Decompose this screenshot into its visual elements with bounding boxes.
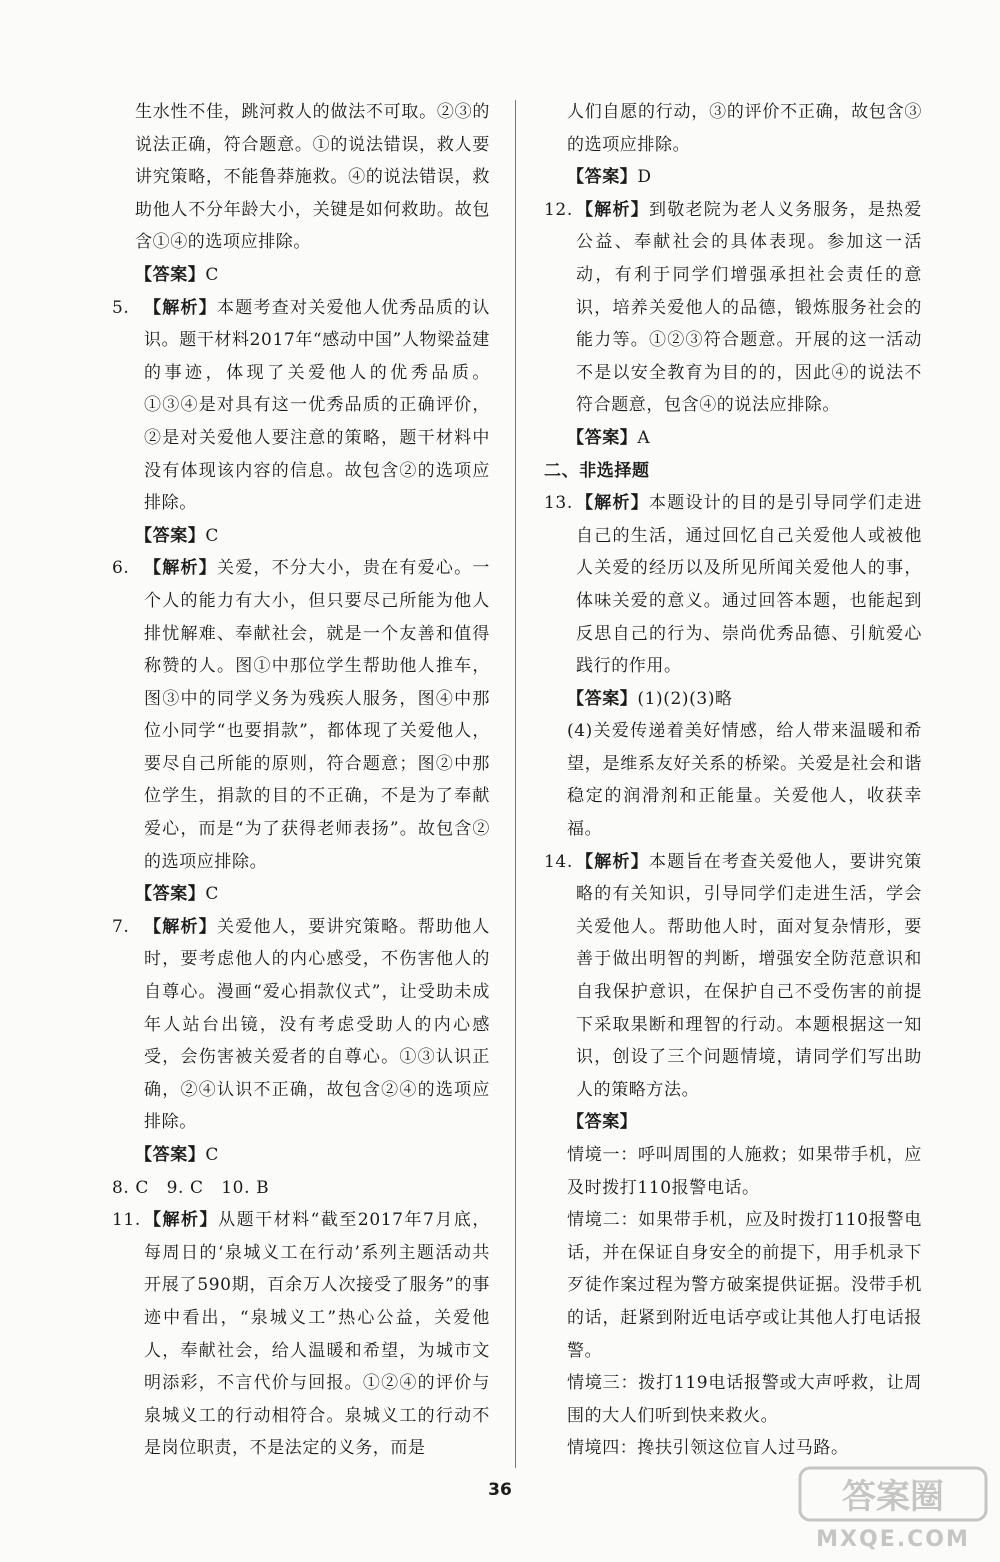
analysis-text: 本题设计的目的是引导同学们走进自己的生活，通过回忆自己关爱他人或被他人关爱的经历以及所见所闻关爱他人的事，体味关爱的意义。通过回答本题，也能起到反思自己的行为、崇尚优秀品德、引航爱心践行的作用。 [576,493,923,677]
question-6 [112,552,490,878]
question-14 [544,846,922,1107]
scenario-1: 情境一：呼叫周围的人施救；如果带手机，应及时拨打110报警电话。 [567,1145,922,1198]
analysis-label: 【解析】 [144,558,217,579]
answer-detail: (4)关爱传递着美好情感，给人带来温暖和希望，是维系友好关系的桥梁。关爱是社会和谐稳定的润滑剂和正能量。关爱他人，收获幸福。 [567,721,922,840]
answer-value: C [205,264,220,285]
column-divider [515,100,516,1468]
scenario-2: 情境二：如果带手机，应及时拨打110报警电话，并在保证自身安全的前提下，用手机录下歹徒作案过程为警方破案提供证据。没带手机的话，赶紧到附近电话亭或让其他人打电话报警。 [567,1210,922,1361]
answer-value: C [205,525,220,546]
section-heading: 二、非选择题 [544,460,650,481]
analysis-label: 【解析】 [144,297,217,318]
answer-label: 【答案】 [135,884,206,905]
analysis-label: 【解析】 [576,493,649,514]
question-number: 11. [112,1210,141,1231]
analysis-text: 关爱，不分大小，贵在有爱心。一个人的能力有大小，但只要尽己所能为他人排忧解难、奉献社会，就是一个友善和值得称赞的人。图①中那位学生帮助他人推车，图③中的同学义务为残疾人服务，图④中那位小同学“也要捐款”，都体现了关爱他人，要尽自己所能的原则，符合题意；图②中那位学生，捐款的目的不正确，不是为了奉献爱心，而是“为了获得老师表扬”。故包含②的选项应排除。 [144,558,491,872]
answer-line [544,1106,922,1139]
answers-8-to-10: 8. C 9. C 10. B [112,1177,270,1198]
question-number: 7. [112,916,130,937]
left-column [112,96,490,1465]
answer-value: C [205,1145,220,1165]
question-number: 12. [544,199,573,220]
question-number: 6. [112,558,130,579]
analysis-label: 【解析】 [144,1210,219,1231]
answer-label: 【答案】 [135,1145,206,1165]
scenario-4: 情境四：搀扶引领这位盲人过马路。 [567,1438,849,1459]
answer-value: D [637,167,652,188]
analysis-text: 本题考查对关爱他人优秀品质的认识。题干材料2017年“感动中国”人物梁益建的事迹，体现了关爱他人的优秀品质。①③④是对具有这一优秀品质的正确评价，②是对关爱他人要注意的策略，题干材料中没有体现该内容的信息。故包含②的选项应排除。 [144,297,491,514]
analysis-label: 【解析】 [576,199,649,220]
analysis-text: 本题旨在考查关爱他人，要讲究策略的有关知识，引导同学们走进生活，学会关爱他人。帮助他人时，面对复杂情形，要善于做出明智的判断，增强安全防范意识和自我保护意识，在保护自己不受伤害的前提下采取果断和理智的行动。本题根据这一知识，创设了三个问题情境，请同学们写出助人的策略方法。 [576,851,923,1100]
analysis-text: 从题干材料“截至2017年7月底，每周日的‘泉城义工在行动’系列主题活动共开展了590期，百余万人次接受了服务”的事迹中看出，“泉城义工”热心公益，关爱他人，奉献社会，给人温暖和希望，为城市文明添彩，不言代价与回报。①②④的评价与泉城义工的行动相符合。泉城义工的行动不是岗位职责，不是法定的义务，而是 [144,1210,490,1459]
question-number: 14. [544,851,573,872]
answer-value: (1)(2)(3)略 [637,688,733,709]
paragraph: 人们自愿的行动，③的评价不正确，故包含③的选项应排除。 [567,102,922,155]
right-column [544,96,922,1465]
answer-line [544,422,922,455]
answer-line [112,259,490,292]
answer-label: 【答案】 [135,264,206,285]
watermark-logo [798,1466,988,1552]
watermark-text-bottom: MXQE.COM [816,1527,970,1552]
answer-label: 【答案】 [567,427,638,448]
question-number: 13. [544,493,573,514]
answer-label: 【答案】 [567,167,638,188]
answer-line [544,161,922,194]
question-12 [544,194,922,422]
answer-value: C [205,884,220,905]
question-11 [112,1204,490,1465]
analysis-text: 关爱他人，要讲究策略。帮助他人时，要考虑他人的内心感受，不伤害他人的自尊心。漫画“爱心捐款仪式”，让受助未成年人站台出镜，没有考虑受助人的内心感受，会伤害被关爱者的自尊心。①③认识正确，②④认识不正确，故包含②④的选项应排除。 [144,916,491,1133]
answer-value: A [637,427,651,448]
answer-label: 【答案】 [135,525,206,546]
analysis-label: 【解析】 [576,851,649,872]
answer-label: 【答案】 [567,1112,638,1133]
question-13 [544,487,922,683]
question-5 [112,292,490,520]
answer-line [544,683,922,716]
question-number: 5. [112,297,130,318]
watermark-text-top: 答案圈 [842,1477,944,1517]
answer-line [112,1139,490,1172]
answer-line [112,520,490,553]
answer-label: 【答案】 [567,688,638,709]
analysis-label: 【解析】 [144,916,217,937]
paragraph: 生水性不佳，跳河救人的做法不可取。②③的说法正确，符合题意。①的说法错误，救人要讲究策略，不能鲁莽施救。④的说法错误，救助他人不分年龄大小，关键是如何救助。故包含①④的选项应排除。 [135,102,490,253]
question-7 [112,911,490,1139]
page-number: 36 [488,1480,512,1500]
scenario-3: 情境三：拨打119电话报警或大声呼救，让周围的大人们听到快来救火。 [567,1373,922,1426]
analysis-text: 到敬老院为老人义务服务，是热爱公益、奉献社会的具体表现。参加这一活动，有利于同学们增强承担社会责任的意识，培养关爱他人的品德，锻炼服务社会的能力等。①②③符合题意。开展的这一活动不是以安全教育为目的的，因此④的说法不符合题意，包含④的说法应排除。 [576,199,923,416]
answer-line [112,878,490,911]
